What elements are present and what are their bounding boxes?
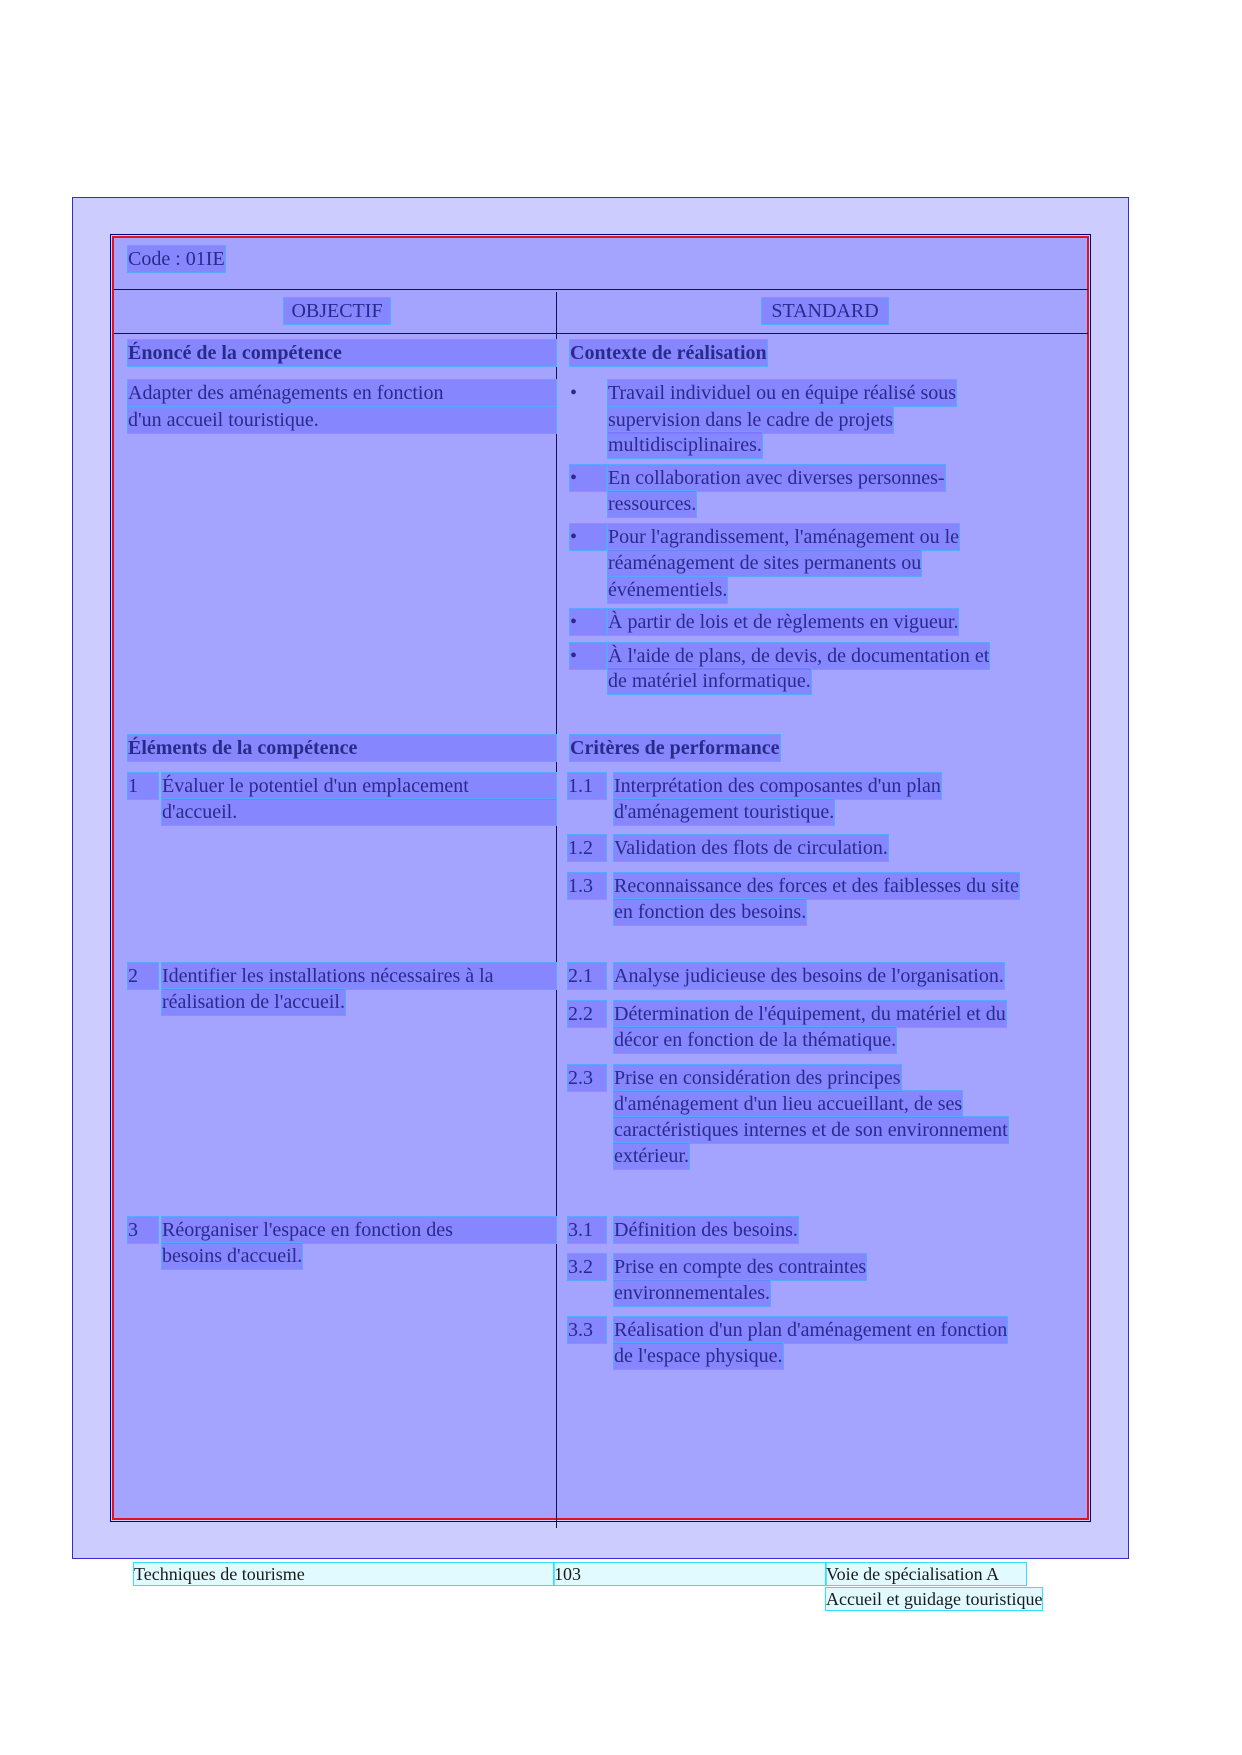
column-header-standard: STANDARD [762,298,888,324]
critere-number: 1.2 [568,835,606,861]
critere-line: Reconnaissance des forces et des faiblesses du site [614,875,1019,897]
contexte-line: ressources. [608,493,697,515]
bullet-marker: • [570,643,606,669]
contexte-line: À partir de lois et de règlements en vigueur. [608,611,959,633]
critere-line: Réalisation d'un plan d'aménagement en fonction [614,1319,1008,1341]
critere-line: Prise en considération des principes [614,1067,901,1089]
critere-line: extérieur. [614,1145,689,1167]
column-divider [556,292,557,1528]
element-line: Évaluer le potentiel d'un emplacement [162,773,556,799]
critere-line: Prise en compte des contraintes [614,1256,867,1278]
critere-line: d'aménagement d'un lieu accueillant, de ses [614,1093,963,1115]
critere-number: 1.3 [568,873,606,899]
contexte-line: Travail individuel ou en équipe réalisé sous [608,382,957,404]
critere-number: 3.3 [568,1317,606,1343]
footer-specialisation: Voie de spécialisation A [826,1563,1026,1585]
bullet-marker: • [570,382,578,404]
bullet-marker: • [570,524,606,550]
element-number: 3 [128,1217,158,1243]
contexte-line: multidisciplinaires. [608,434,762,456]
header-bottom-rule [114,333,1088,334]
column-header-objectif: OBJECTIF [284,298,390,324]
critere-line: caractéristiques internes et de son environnement [614,1119,1008,1141]
enonce-line: d'un accueil touristique. [128,407,556,433]
contexte-line: de matériel informatique. [608,670,811,692]
critere-line: en fonction des besoins. [614,901,807,923]
critere-line: Analyse judicieuse des besoins de l'organisation. [614,965,1004,987]
criteres-title: Critères de performance [570,737,780,759]
critere-line: Validation des flots de circulation. [614,837,888,859]
elements-title: Éléments de la compétence [128,735,556,761]
enonce-line: Adapter des aménagements en fonction [128,380,556,406]
enonce-title: Énoncé de la compétence [128,340,556,366]
code-label: Code : 01IE [128,248,225,270]
element-line: besoins d'accueil. [162,1245,303,1267]
critere-number: 2.1 [568,963,606,989]
critere-number: 2.3 [568,1065,606,1091]
critere-line: Définition des besoins. [614,1219,798,1241]
element-line: Réorganiser l'espace en fonction des [162,1217,556,1243]
critere-number: 3.2 [568,1254,606,1280]
bullet-marker: • [570,465,606,491]
critere-line: Interprétation des composantes d'un plan [614,775,941,797]
contexte-line: événementiels. [608,579,728,601]
code-value: 01IE [185,248,225,270]
footer-program: Techniques de tourisme [134,1563,554,1585]
bullet-marker: • [570,609,606,635]
contexte-line: À l'aide de plans, de devis, de documentation et [608,645,990,667]
contexte-line: réaménagement de sites permanents ou [608,552,922,574]
critere-line: décor en fonction de la thématique. [614,1029,897,1051]
contexte-line: En collaboration avec diverses personnes- [608,467,945,489]
critere-number: 2.2 [568,1001,606,1027]
critere-line: de l'espace physique. [614,1345,783,1367]
critere-line: environnementales. [614,1282,771,1304]
footer-subtitle: Accueil et guidage touristique [826,1589,1043,1609]
contexte-line: Pour l'agrandissement, l'aménagement ou le [608,526,959,548]
critere-number: 1.1 [568,773,606,799]
critere-line: d'aménagement touristique. [614,801,835,823]
element-line: Identifier les installations nécessaires à la [162,963,556,989]
footer-page-number: 103 [554,1563,826,1585]
header-top-rule [114,289,1088,290]
contexte-title: Contexte de réalisation [570,342,767,364]
element-number: 2 [128,963,158,989]
element-number: 1 [128,773,158,799]
element-line: d'accueil. [162,799,556,825]
critere-line: Détermination de l'équipement, du matériel et du [614,1003,1006,1025]
element-line: réalisation de l'accueil. [162,991,345,1013]
critere-number: 3.1 [568,1217,606,1243]
contexte-line: supervision dans le cadre de projets [608,409,893,431]
